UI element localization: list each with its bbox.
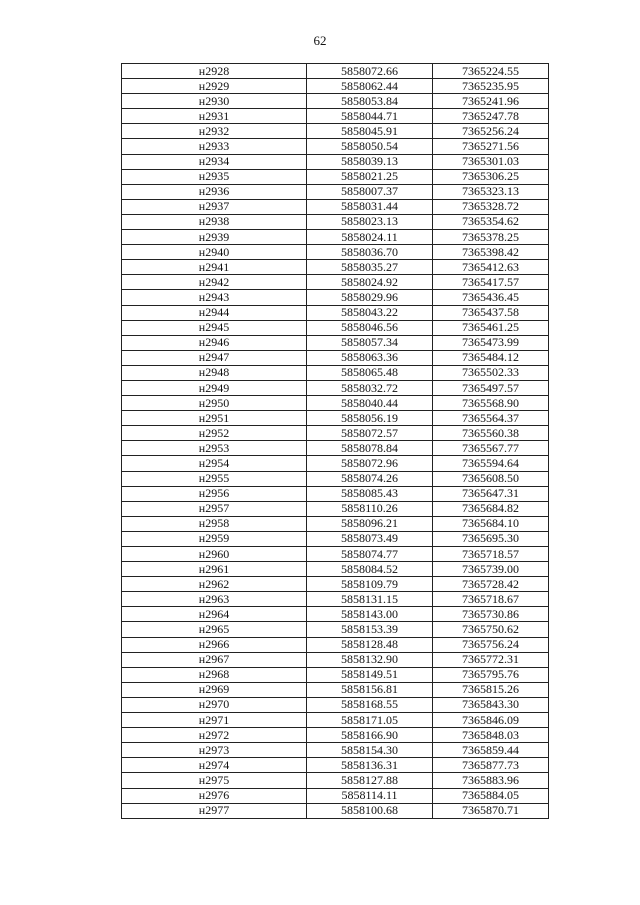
point-id-cell: н2961 — [122, 562, 307, 577]
x-coordinate-cell: 5858078.84 — [307, 441, 433, 456]
point-id-cell: н2946 — [122, 335, 307, 350]
x-coordinate-cell: 5858171.05 — [307, 713, 433, 728]
y-coordinate-cell: 7365224.55 — [433, 64, 549, 79]
table-row — [122, 531, 549, 546]
point-id-cell: н2932 — [122, 124, 307, 139]
y-coordinate-cell: 7365567.77 — [433, 441, 549, 456]
table-row — [122, 335, 549, 350]
x-coordinate-cell: 5858154.30 — [307, 743, 433, 758]
x-coordinate-cell: 5858046.56 — [307, 320, 433, 335]
x-coordinate-cell: 5858109.79 — [307, 577, 433, 592]
table-row — [122, 486, 549, 501]
y-coordinate-cell: 7365750.62 — [433, 622, 549, 637]
x-coordinate-cell: 5858024.92 — [307, 275, 433, 290]
point-id-cell: н2974 — [122, 758, 307, 773]
point-id-cell: н2958 — [122, 516, 307, 531]
y-coordinate-cell: 7365846.09 — [433, 713, 549, 728]
y-coordinate-cell: 7365739.00 — [433, 562, 549, 577]
point-id-cell: н2936 — [122, 184, 307, 199]
coordinates-table-body — [122, 64, 549, 819]
point-id-cell: н2952 — [122, 426, 307, 441]
point-id-cell: н2941 — [122, 260, 307, 275]
point-id-cell: н2953 — [122, 441, 307, 456]
point-id-cell: н2971 — [122, 713, 307, 728]
table-row — [122, 456, 549, 471]
table-row — [122, 697, 549, 712]
y-coordinate-cell: 7365497.57 — [433, 380, 549, 395]
x-coordinate-cell: 5858043.22 — [307, 305, 433, 320]
x-coordinate-cell: 5858045.91 — [307, 124, 433, 139]
point-id-cell: н2931 — [122, 109, 307, 124]
x-coordinate-cell: 5858035.27 — [307, 260, 433, 275]
point-id-cell: н2957 — [122, 501, 307, 516]
table-row — [122, 260, 549, 275]
y-coordinate-cell: 7365883.96 — [433, 773, 549, 788]
table-row — [122, 803, 549, 818]
table-row — [122, 743, 549, 758]
point-id-cell: н2951 — [122, 411, 307, 426]
x-coordinate-cell: 5858021.25 — [307, 169, 433, 184]
table-row — [122, 652, 549, 667]
y-coordinate-cell: 7365594.64 — [433, 456, 549, 471]
point-id-cell: н2960 — [122, 547, 307, 562]
y-coordinate-cell: 7365756.24 — [433, 637, 549, 652]
x-coordinate-cell: 5858084.52 — [307, 562, 433, 577]
point-id-cell: н2968 — [122, 667, 307, 682]
table-row — [122, 713, 549, 728]
x-coordinate-cell: 5858127.88 — [307, 773, 433, 788]
point-id-cell: н2973 — [122, 743, 307, 758]
point-id-cell: н2938 — [122, 214, 307, 229]
y-coordinate-cell: 7365271.56 — [433, 139, 549, 154]
point-id-cell: н2939 — [122, 230, 307, 245]
x-coordinate-cell: 5858040.44 — [307, 396, 433, 411]
table-row — [122, 637, 549, 652]
point-id-cell: н2967 — [122, 652, 307, 667]
table-row — [122, 426, 549, 441]
x-coordinate-cell: 5858074.77 — [307, 547, 433, 562]
y-coordinate-cell: 7365870.71 — [433, 803, 549, 818]
y-coordinate-cell: 7365730.86 — [433, 607, 549, 622]
table-row — [122, 290, 549, 305]
x-coordinate-cell: 5858110.26 — [307, 501, 433, 516]
point-id-cell: н2969 — [122, 682, 307, 697]
y-coordinate-cell: 7365560.38 — [433, 426, 549, 441]
x-coordinate-cell: 5858132.90 — [307, 652, 433, 667]
point-id-cell: н2942 — [122, 275, 307, 290]
x-coordinate-cell: 5858072.66 — [307, 64, 433, 79]
table-row — [122, 501, 549, 516]
table-row — [122, 64, 549, 79]
x-coordinate-cell: 5858100.68 — [307, 803, 433, 818]
y-coordinate-cell: 7365684.10 — [433, 516, 549, 531]
y-coordinate-cell: 7365247.78 — [433, 109, 549, 124]
x-coordinate-cell: 5858057.34 — [307, 335, 433, 350]
x-coordinate-cell: 5858153.39 — [307, 622, 433, 637]
point-id-cell: н2945 — [122, 320, 307, 335]
table-row — [122, 109, 549, 124]
y-coordinate-cell: 7365884.05 — [433, 788, 549, 803]
y-coordinate-cell: 7365398.42 — [433, 245, 549, 260]
table-row — [122, 320, 549, 335]
point-id-cell: н2930 — [122, 94, 307, 109]
y-coordinate-cell: 7365848.03 — [433, 728, 549, 743]
x-coordinate-cell: 5858073.49 — [307, 531, 433, 546]
table-row — [122, 245, 549, 260]
point-id-cell: н2963 — [122, 592, 307, 607]
point-id-cell: н2943 — [122, 290, 307, 305]
y-coordinate-cell: 7365877.73 — [433, 758, 549, 773]
point-id-cell: н2948 — [122, 365, 307, 380]
table-row — [122, 350, 549, 365]
table-row — [122, 788, 549, 803]
x-coordinate-cell: 5858039.13 — [307, 154, 433, 169]
y-coordinate-cell: 7365502.33 — [433, 365, 549, 380]
y-coordinate-cell: 7365306.25 — [433, 169, 549, 184]
point-id-cell: н2954 — [122, 456, 307, 471]
point-id-cell: н2933 — [122, 139, 307, 154]
point-id-cell: н2944 — [122, 305, 307, 320]
x-coordinate-cell: 5858024.11 — [307, 230, 433, 245]
y-coordinate-cell: 7365859.44 — [433, 743, 549, 758]
coordinates-table — [121, 63, 549, 819]
table-row — [122, 139, 549, 154]
x-coordinate-cell: 5858149.51 — [307, 667, 433, 682]
x-coordinate-cell: 5858031.44 — [307, 199, 433, 214]
y-coordinate-cell: 7365718.67 — [433, 592, 549, 607]
table-row — [122, 728, 549, 743]
x-coordinate-cell: 5858136.31 — [307, 758, 433, 773]
y-coordinate-cell: 7365461.25 — [433, 320, 549, 335]
y-coordinate-cell: 7365241.96 — [433, 94, 549, 109]
x-coordinate-cell: 5858053.84 — [307, 94, 433, 109]
y-coordinate-cell: 7365608.50 — [433, 471, 549, 486]
point-id-cell: н2955 — [122, 471, 307, 486]
y-coordinate-cell: 7365301.03 — [433, 154, 549, 169]
x-coordinate-cell: 5858056.19 — [307, 411, 433, 426]
x-coordinate-cell: 5858032.72 — [307, 380, 433, 395]
y-coordinate-cell: 7365473.99 — [433, 335, 549, 350]
x-coordinate-cell: 5858036.70 — [307, 245, 433, 260]
point-id-cell: н2975 — [122, 773, 307, 788]
table-row — [122, 411, 549, 426]
table-row — [122, 396, 549, 411]
x-coordinate-cell: 5858007.37 — [307, 184, 433, 199]
y-coordinate-cell: 7365256.24 — [433, 124, 549, 139]
x-coordinate-cell: 5858096.21 — [307, 516, 433, 531]
y-coordinate-cell: 7365647.31 — [433, 486, 549, 501]
table-row — [122, 622, 549, 637]
point-id-cell: н2950 — [122, 396, 307, 411]
y-coordinate-cell: 7365772.31 — [433, 652, 549, 667]
table-row — [122, 380, 549, 395]
point-id-cell: н2937 — [122, 199, 307, 214]
point-id-cell: н2940 — [122, 245, 307, 260]
y-coordinate-cell: 7365695.30 — [433, 531, 549, 546]
x-coordinate-cell: 5858156.81 — [307, 682, 433, 697]
y-coordinate-cell: 7365354.62 — [433, 214, 549, 229]
x-coordinate-cell: 5858085.43 — [307, 486, 433, 501]
y-coordinate-cell: 7365437.58 — [433, 305, 549, 320]
table-row — [122, 169, 549, 184]
point-id-cell: н2934 — [122, 154, 307, 169]
table-row — [122, 275, 549, 290]
y-coordinate-cell: 7365235.95 — [433, 79, 549, 94]
x-coordinate-cell: 5858023.13 — [307, 214, 433, 229]
y-coordinate-cell: 7365417.57 — [433, 275, 549, 290]
table-row — [122, 682, 549, 697]
table-row — [122, 471, 549, 486]
x-coordinate-cell: 5858072.57 — [307, 426, 433, 441]
y-coordinate-cell: 7365436.45 — [433, 290, 549, 305]
table-row — [122, 562, 549, 577]
y-coordinate-cell: 7365815.26 — [433, 682, 549, 697]
page-number: 62 — [313, 33, 327, 48]
y-coordinate-cell: 7365328.72 — [433, 199, 549, 214]
point-id-cell: н2929 — [122, 79, 307, 94]
point-id-cell: н2935 — [122, 169, 307, 184]
point-id-cell: н2956 — [122, 486, 307, 501]
y-coordinate-cell: 7365795.76 — [433, 667, 549, 682]
table-row — [122, 79, 549, 94]
x-coordinate-cell: 5858114.11 — [307, 788, 433, 803]
x-coordinate-cell: 5858143.00 — [307, 607, 433, 622]
x-coordinate-cell: 5858029.96 — [307, 290, 433, 305]
table-row — [122, 94, 549, 109]
table-row — [122, 592, 549, 607]
point-id-cell: н2976 — [122, 788, 307, 803]
table-row — [122, 758, 549, 773]
point-id-cell: н2966 — [122, 637, 307, 652]
table-row — [122, 441, 549, 456]
y-coordinate-cell: 7365568.90 — [433, 396, 549, 411]
x-coordinate-cell: 5858128.48 — [307, 637, 433, 652]
y-coordinate-cell: 7365843.30 — [433, 697, 549, 712]
y-coordinate-cell: 7365412.63 — [433, 260, 549, 275]
point-id-cell: н2947 — [122, 350, 307, 365]
x-coordinate-cell: 5858074.26 — [307, 471, 433, 486]
table-row — [122, 305, 549, 320]
point-id-cell: н2977 — [122, 803, 307, 818]
x-coordinate-cell: 5858065.48 — [307, 365, 433, 380]
point-id-cell: н2962 — [122, 577, 307, 592]
x-coordinate-cell: 5858044.71 — [307, 109, 433, 124]
x-coordinate-cell: 5858166.90 — [307, 728, 433, 743]
table-row — [122, 667, 549, 682]
point-id-cell: н2928 — [122, 64, 307, 79]
point-id-cell: н2959 — [122, 531, 307, 546]
x-coordinate-cell: 5858062.44 — [307, 79, 433, 94]
x-coordinate-cell: 5858131.15 — [307, 592, 433, 607]
table-row — [122, 214, 549, 229]
table-row — [122, 365, 549, 380]
y-coordinate-cell: 7365684.82 — [433, 501, 549, 516]
table-row — [122, 124, 549, 139]
table-row — [122, 199, 549, 214]
y-coordinate-cell: 7365718.57 — [433, 547, 549, 562]
point-id-cell: н2972 — [122, 728, 307, 743]
point-id-cell: н2965 — [122, 622, 307, 637]
table-row — [122, 230, 549, 245]
point-id-cell: н2970 — [122, 697, 307, 712]
point-id-cell: н2964 — [122, 607, 307, 622]
table-row — [122, 154, 549, 169]
table-row — [122, 184, 549, 199]
y-coordinate-cell: 7365728.42 — [433, 577, 549, 592]
x-coordinate-cell: 5858050.54 — [307, 139, 433, 154]
y-coordinate-cell: 7365484.12 — [433, 350, 549, 365]
x-coordinate-cell: 5858072.96 — [307, 456, 433, 471]
x-coordinate-cell: 5858168.55 — [307, 697, 433, 712]
table-row — [122, 577, 549, 592]
table-row — [122, 547, 549, 562]
x-coordinate-cell: 5858063.36 — [307, 350, 433, 365]
table-row — [122, 607, 549, 622]
table-row — [122, 773, 549, 788]
y-coordinate-cell: 7365564.37 — [433, 411, 549, 426]
y-coordinate-cell: 7365323.13 — [433, 184, 549, 199]
table-row — [122, 516, 549, 531]
point-id-cell: н2949 — [122, 380, 307, 395]
y-coordinate-cell: 7365378.25 — [433, 230, 549, 245]
